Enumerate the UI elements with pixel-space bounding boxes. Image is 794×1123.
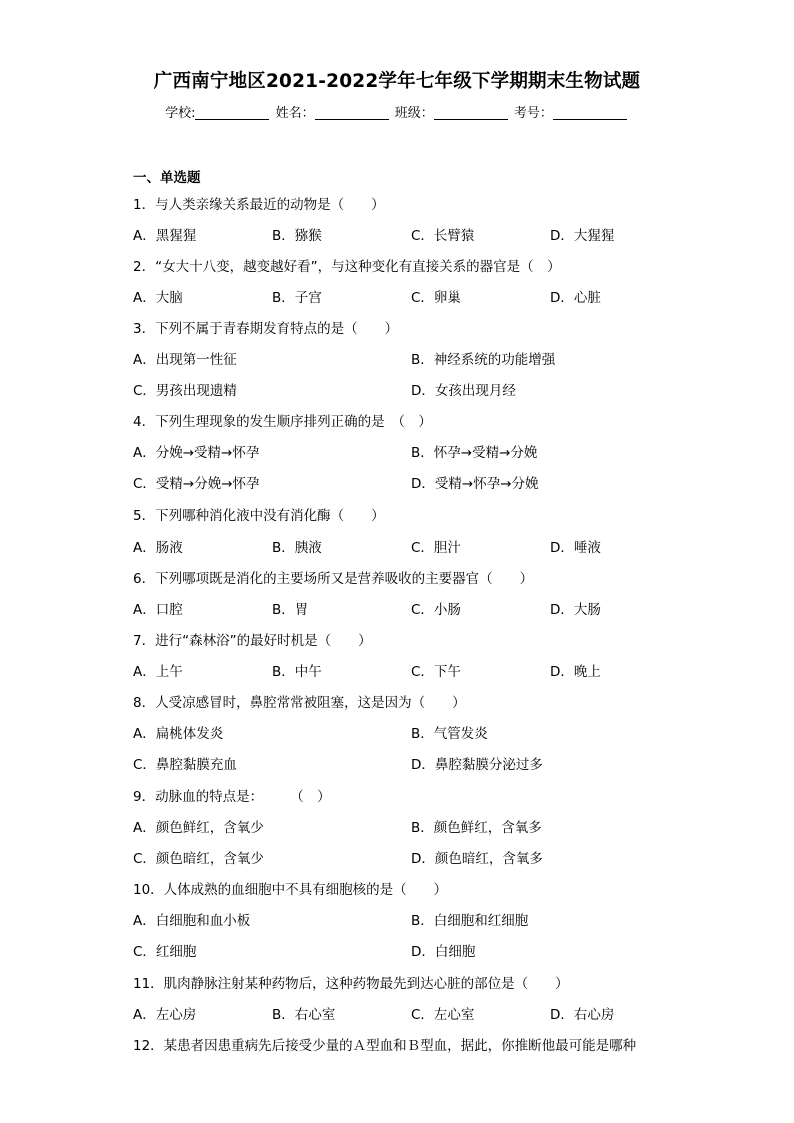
question-stem: 6．下列哪项既是消化的主要场所又是营养吸收的主要器官（ ） — [133, 571, 534, 587]
option: A．口腔 — [133, 602, 183, 618]
option: A．颜色鲜红，含氧少 — [133, 820, 264, 836]
option: C．胆汁 — [411, 540, 461, 556]
option: C．左心室 — [411, 1007, 475, 1023]
option: D．大肠 — [550, 602, 601, 618]
option: B．颜色鲜红，含氧多 — [411, 820, 542, 836]
option: C．鼻腔黏膜充血 — [133, 757, 237, 773]
option: D．颜色暗红，含氧多 — [411, 851, 543, 867]
question-stem: 4．下列生理现象的发生顺序排列正确的是 （ ） — [133, 414, 432, 430]
option-row — [133, 909, 653, 927]
option-row — [133, 816, 653, 834]
option: D．心脏 — [550, 290, 601, 306]
option: D．大猩猩 — [550, 228, 615, 244]
class-blank[interactable] — [434, 106, 508, 120]
question-stem: 12．某患者因患重病先后接受少量的Ａ型血和Ｂ型血，据此，你推断他最可能是哪种 — [133, 1038, 637, 1054]
question-stem: 2．“女大十八变，越变越好看”，与这种变化有直接关系的器官是（ ） — [133, 259, 561, 275]
question-stem: 9．动脉血的特点是： （ ） — [133, 789, 331, 805]
question-stem: 8．人受凉感冒时，鼻腔常常被阻塞，这是因为（ ） — [133, 695, 466, 711]
option: B．中午 — [272, 664, 322, 680]
school-label: 学校: — [165, 106, 196, 121]
option-row — [133, 722, 653, 740]
option: D．女孩出现月经 — [411, 383, 516, 399]
option-row — [133, 847, 653, 865]
option-row — [133, 753, 653, 771]
option-row — [133, 348, 653, 366]
option: C．男孩出现遗精 — [133, 383, 237, 399]
option: A．扁桃体发炎 — [133, 726, 224, 742]
option: C．下午 — [411, 664, 461, 680]
option-row — [133, 286, 653, 304]
option: C．颜色暗红，含氧少 — [133, 851, 264, 867]
option: D．鼻腔黏膜分泌过多 — [411, 757, 543, 773]
question-stem: 10．人体成熟的血细胞中不具有细胞核的是（ ） — [133, 882, 448, 898]
option-row — [133, 598, 653, 616]
option: B．右心室 — [272, 1007, 336, 1023]
option: D．白细胞 — [411, 944, 476, 960]
question-stem: 5．下列哪种消化液中没有消化酶（ ） — [133, 508, 385, 524]
option-row — [133, 940, 653, 958]
option: B．胰液 — [272, 540, 322, 556]
section-heading: 一、单选题 — [133, 170, 201, 186]
option-row — [133, 1003, 653, 1021]
option: A．分娩→受精→怀孕 — [133, 445, 260, 461]
option: B．怀孕→受精→分娩 — [411, 445, 538, 461]
option: A．黑猩猩 — [133, 228, 197, 244]
option-row — [133, 536, 653, 554]
exam-number-blank[interactable] — [553, 106, 627, 120]
question-stem: 11．肌肉静脉注射某种药物后，这种药物最先到达心脏的部位是（ ） — [133, 976, 569, 992]
option: D．受精→怀孕→分娩 — [411, 476, 539, 492]
exam-title: 广西南宁地区2021-2022学年七年级下学期期末生物试题 — [153, 71, 641, 92]
name-blank[interactable] — [315, 106, 389, 120]
class-label: 班级： — [394, 106, 434, 121]
option: B．子宫 — [272, 290, 322, 306]
option: D．唾液 — [550, 540, 601, 556]
option-row — [133, 224, 653, 242]
option: A．左心房 — [133, 1007, 197, 1023]
option: A．肠液 — [133, 540, 183, 556]
option: D．右心房 — [550, 1007, 615, 1023]
exam-number-label: 考号： — [513, 106, 553, 121]
option: D．晚上 — [550, 664, 601, 680]
option: B．气管发炎 — [411, 726, 488, 742]
option-row — [133, 379, 653, 397]
option-row — [133, 660, 653, 678]
option-row — [133, 472, 653, 490]
option: A．上午 — [133, 664, 183, 680]
option: C．受精→分娩→怀孕 — [133, 476, 260, 492]
option: A．大脑 — [133, 290, 183, 306]
option: B．白细胞和红细胞 — [411, 913, 529, 929]
option: C．红细胞 — [133, 944, 197, 960]
option: B．猕猴 — [272, 228, 322, 244]
question-stem: 3．下列不属于青春期发育特点的是（ ） — [133, 321, 399, 337]
school-blank[interactable] — [195, 106, 269, 120]
question-stem: 7．进行“森林浴”的最好时机是（ ） — [133, 633, 372, 649]
option: C．小肠 — [411, 602, 461, 618]
option: C．卵巢 — [411, 290, 461, 306]
option-row — [133, 441, 653, 459]
name-label: 姓名： — [275, 106, 315, 121]
option: C．长臂猿 — [411, 228, 475, 244]
student-info-line — [0, 102, 794, 121]
option: B．神经系统的功能增强 — [411, 352, 556, 368]
option: A．白细胞和血小板 — [133, 913, 251, 929]
option: B．胃 — [272, 602, 309, 618]
option: A．出现第一性征 — [133, 352, 237, 368]
question-stem: 1．与人类亲缘关系最近的动物是（ ） — [133, 197, 385, 213]
